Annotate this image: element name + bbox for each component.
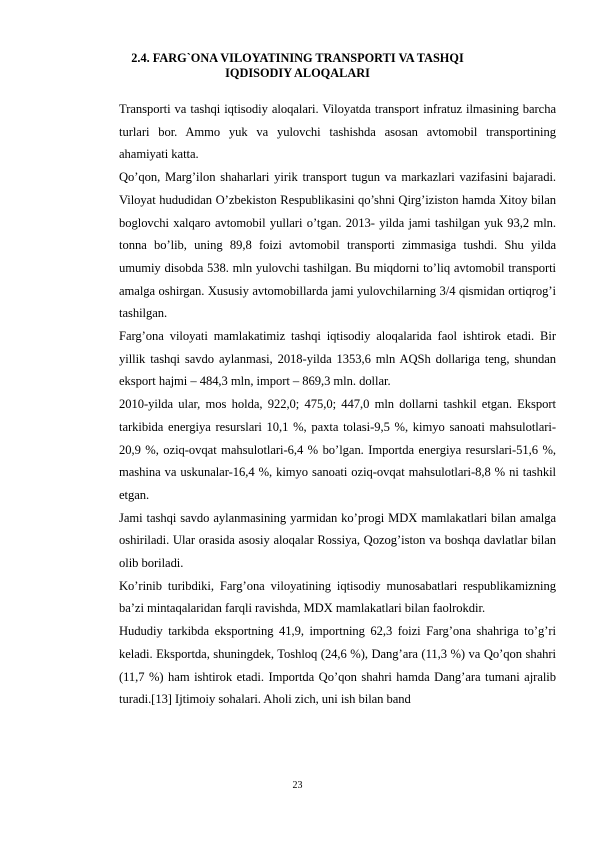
paragraph-cis-trade: Jami tashqi savdo aylanmasining yarmidan ko’progi MDX mamlakatlari bilan amalga oshiriladi. Ular orasida asosiy aloqalar Rossiya, Qozog’iston va boshqa davlatlar bilan olib boriladi. — [119, 510, 556, 571]
section-heading-line2: IQDISODIY ALOQALARI — [225, 66, 370, 80]
paragraph-foreign-trade: Farg’ona viloyati mamlakatimiz tashqi iqtisodiy aloqalarida faol ishtirok etadi. Bir yillik tashqi savdo aylanmasi, 2018-yilda 1353,6 mln AQSh dollariga teng, shundan eksport hajmi – 484,3 mln, import – 869,3 mln. dollar. — [119, 329, 556, 389]
paragraph-economic-relations: Ko’rinib turibdiki, Farg’ona viloyatining iqtisodiy munosabatlari respublikamizning ba’zi mintaqalaridan farqli ravishda, MDX mamlakatlari bilan faolrokdir. — [119, 578, 556, 616]
body-text — [119, 98, 556, 711]
paragraph-transport-intro: Transporti va tashqi iqtisodiy aloqalari. Viloyatda transport infratuz ilmasining barcha turlari bor. Ammo yuk va yulovchi tashishda asosan avtomobil transportining ahamiyati katta. — [119, 102, 556, 162]
paragraph-transport-hubs: Qo’qon, Marg’ilon shaharlari yirik transport tugun va markazlari vazifasini bajaradi. Viloyat hududidan O’zbekiston Respublikasini qo’shni Qirg’iziston hamda Xitoy bilan boglovchi xalqaro avtomobil yullari o’tgan. 2013- yilda jami tashilgan yuk 93,2 mln. tonna bo’lib, uning 89,8 foizi avtomobil transporti zimmasiga tushdi. Shu yilda umumiy disobda 538. mln yulovchi tashilgan. Bu miqdorni to’liq avtomobil transporti amalga oshirgan. Xususiy avtomobillarda jami yulovchilarning 3/4 qismidan ortiqrog’i tashilgan. — [119, 170, 556, 321]
section-heading — [100, 51, 495, 81]
page-number: 23 — [292, 780, 303, 791]
section-heading-line1: 2.4. FARG`ONA VILOYATINING TRANSPORTI VA TASHQI — [131, 51, 464, 65]
paragraph-trade-structure: 2010-yilda ular, mos holda, 922,0; 475,0; 447,0 mln dollarni tashkil etgan. Eksport tarkibida energiya resurslari 10,1 %, paxta tolasi-9,5 %, kimyo sanoati mahsulotlari-20,9 %, oziq-ovqat mahsulotlari-6,4 % bo’lgan. Importda energiya resurslari-51,6 %, mashina va uskunalar-16,4 %, kimyo sanoati oziq-ovqat mahsulotlari-8,8 % ni tashkil etgan. — [119, 397, 556, 502]
paragraph-territorial-structure: Hududiy tarkibda eksportning 41,9, importning 62,3 foizi Farg’ona shahriga to’g’ri keladi. Eksportda, shuningdek, Toshloq (24,6 %), Dang’ara (11,3 %) va Qo’qon shahri (11,7 %) ham ishtirok etadi. Importda Qo’qon shahri hamda Dang’ara tumani ajralib turadi.[13] Ijtimoiy sohalari. Aholi zich, uni ish bilan band — [119, 624, 556, 707]
